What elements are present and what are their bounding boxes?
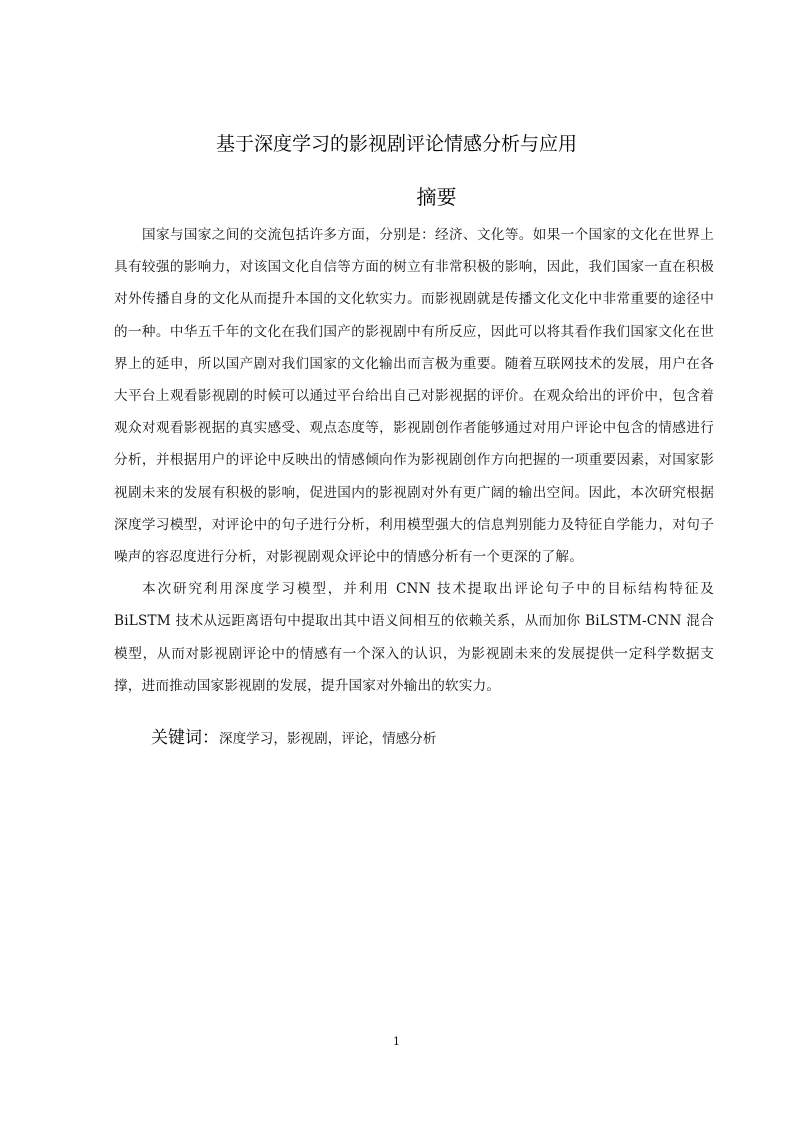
document-title: 基于深度学习的影视剧评论情感分析与应用	[215, 133, 577, 155]
page-number: 1	[393, 1035, 400, 1048]
abstract-heading: 摘要	[416, 185, 457, 209]
abstract-paragraph-1: 国家与国家之间的交流包括许多方面，分别是：经济、文化等。如果一个国家的文化在世界上具有较强的影响力，对该国文化自信等方面的树立有非常积极的影响，因此，我们国家一直在积极对外传播自身的文化从而提升本国的文化软实力。而影视剧就是传播文化文化中非常重要的途径中的一种。中华五千年的文化在我们国产的影视剧中有所反应，因此可以将其看作我们国家文化在世界上的延申，所以国产剧对我们国家的文化输出而言极为重要。随着互联网技术的发展，用户在各大平台上观看影视剧的时候可以通过平台给出自己对影视据的评价。在观众给出的评价中，包含着观众对观看影视据的真实感受、观点态度等，影视剧创作者能够通过对用户评论中包含的情感进行分析，并根据用户的评论中反映出的情感倾向作为影视剧创作方向把握的一项重要因素，对国家影视剧未来的发展有积极的影响，促进国内的影视剧对外有更广阔的输出空间。因此，本次研究根据深度学习模型，对评论中的句子进行分析，利用模型强大的信息判别能力及特征自学能力，对句子噪声的容忍度进行分析，对影视剧观众评论中的情感分析有一个更深的了解。	[114, 227, 714, 566]
abstract-body	[114, 219, 714, 702]
keywords-line	[151, 724, 437, 753]
keywords-text: 深度学习，影视剧，评论，情感分析	[219, 731, 437, 747]
keywords-label: 关键词：	[151, 728, 219, 748]
abstract-paragraph-2: 本次研究利用深度学习模型，并利用 CNN 技术提取出评论句子中的目标结构特征及 BiLSTM 技术从远距离语句中提取出其中语义间相互的依赖关系，从而加你 BiLSTM-CNN 混合模型，从而对影视剧评论中的情感有一个深入的认识，为影视剧未来的发展提供一定科学数据支撑，进而推动国家影视剧的发展，提升国家对外输出的软实力。	[114, 581, 714, 694]
